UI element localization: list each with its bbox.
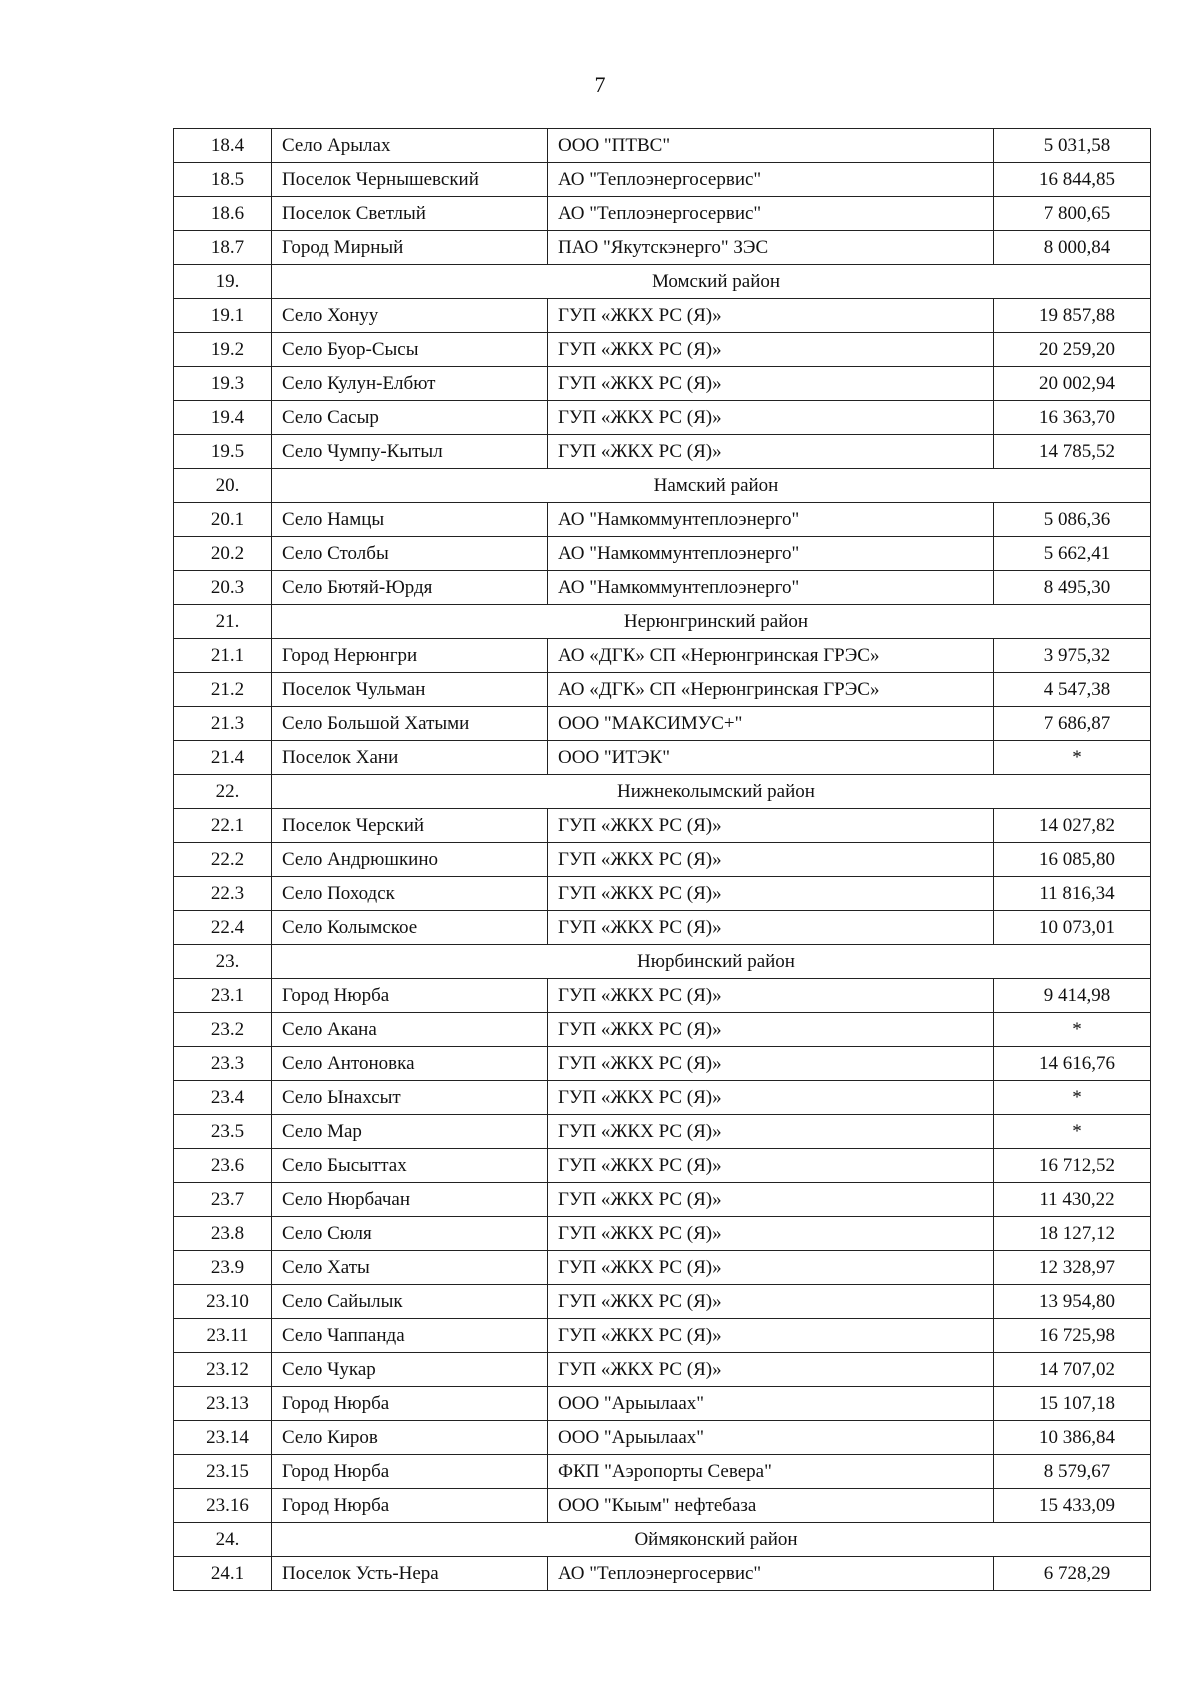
- row-number: 23.10: [174, 1285, 272, 1319]
- organization-name: ООО "ПТВС": [548, 129, 994, 163]
- table-row: [174, 1217, 1151, 1251]
- row-number: 23.5: [174, 1115, 272, 1149]
- organization-name: ГУП «ЖКХ РС (Я)»: [548, 877, 994, 911]
- organization-name: АО "Теплоэнергосервис": [548, 197, 994, 231]
- row-number: 22.2: [174, 843, 272, 877]
- tariff-value: *: [994, 741, 1151, 775]
- settlement-name: Город Нюрба: [272, 979, 548, 1013]
- row-number: 19.: [174, 265, 272, 299]
- table-row: [174, 673, 1151, 707]
- organization-name: ГУП «ЖКХ РС (Я)»: [548, 1353, 994, 1387]
- organization-name: ГУП «ЖКХ РС (Я)»: [548, 809, 994, 843]
- row-number: 23.7: [174, 1183, 272, 1217]
- organization-name: ГУП «ЖКХ РС (Я)»: [548, 1251, 994, 1285]
- row-number: 22.: [174, 775, 272, 809]
- row-number: 18.7: [174, 231, 272, 265]
- settlement-name: Село Ынахсыт: [272, 1081, 548, 1115]
- row-number: 21.4: [174, 741, 272, 775]
- row-number: 21.3: [174, 707, 272, 741]
- table-row: [174, 707, 1151, 741]
- table-row: [174, 1353, 1151, 1387]
- row-number: 23.8: [174, 1217, 272, 1251]
- settlement-name: Поселок Чернышевский: [272, 163, 548, 197]
- table-row: [174, 1285, 1151, 1319]
- settlement-name: Поселок Черский: [272, 809, 548, 843]
- organization-name: АО «ДГК» СП «Нерюнгринская ГРЭС»: [548, 639, 994, 673]
- tariff-value: 6 728,29: [994, 1557, 1151, 1591]
- table-row: [174, 571, 1151, 605]
- settlement-name: Город Нюрба: [272, 1489, 548, 1523]
- table-row: [174, 503, 1151, 537]
- organization-name: ПАО "Якутскэнерго" ЗЭС: [548, 231, 994, 265]
- table-row: [174, 1387, 1151, 1421]
- organization-name: АО "Теплоэнергосервис": [548, 163, 994, 197]
- settlement-name: Село Нюрбачан: [272, 1183, 548, 1217]
- tariff-value: 7 800,65: [994, 197, 1151, 231]
- tariff-value: 14 027,82: [994, 809, 1151, 843]
- organization-name: ООО "ИТЭК": [548, 741, 994, 775]
- organization-name: АО "Намкоммунтеплоэнерго": [548, 537, 994, 571]
- row-number: 23.3: [174, 1047, 272, 1081]
- tariff-value: 7 686,87: [994, 707, 1151, 741]
- tariff-value: 8 579,67: [994, 1455, 1151, 1489]
- row-number: 19.2: [174, 333, 272, 367]
- settlement-name: Поселок Усть-Нера: [272, 1557, 548, 1591]
- tariff-value: 5 086,36: [994, 503, 1151, 537]
- tariff-value: *: [994, 1081, 1151, 1115]
- table-row: [174, 1013, 1151, 1047]
- table-row: [174, 367, 1151, 401]
- settlement-name: Село Чукар: [272, 1353, 548, 1387]
- organization-name: ГУП «ЖКХ РС (Я)»: [548, 367, 994, 401]
- settlement-name: Село Сасыр: [272, 401, 548, 435]
- table-row: [174, 1421, 1151, 1455]
- tariff-value: 10 073,01: [994, 911, 1151, 945]
- settlement-name: Село Антоновка: [272, 1047, 548, 1081]
- row-number: 19.3: [174, 367, 272, 401]
- settlement-name: Село Сюля: [272, 1217, 548, 1251]
- row-number: 20.1: [174, 503, 272, 537]
- settlement-name: Село Андрюшкино: [272, 843, 548, 877]
- row-number: 24.: [174, 1523, 272, 1557]
- tariff-value: 9 414,98: [994, 979, 1151, 1013]
- settlement-name: Село Большой Хатыми: [272, 707, 548, 741]
- tariff-value: 14 707,02: [994, 1353, 1151, 1387]
- tariff-value: *: [994, 1013, 1151, 1047]
- settlement-name: Село Чумпу-Кытыл: [272, 435, 548, 469]
- settlement-name: Село Походск: [272, 877, 548, 911]
- row-number: 22.3: [174, 877, 272, 911]
- organization-name: АО "Намкоммунтеплоэнерго": [548, 571, 994, 605]
- row-number: 18.4: [174, 129, 272, 163]
- organization-name: ООО "Арыылаах": [548, 1421, 994, 1455]
- table-row: [174, 877, 1151, 911]
- district-row: [174, 775, 1151, 809]
- table-row: [174, 639, 1151, 673]
- tariff-value: 16 712,52: [994, 1149, 1151, 1183]
- settlement-name: Село Акана: [272, 1013, 548, 1047]
- settlement-name: Село Намцы: [272, 503, 548, 537]
- tariff-value: 19 857,88: [994, 299, 1151, 333]
- tariff-value: 5 031,58: [994, 129, 1151, 163]
- row-number: 20.: [174, 469, 272, 503]
- organization-name: ГУП «ЖКХ РС (Я)»: [548, 843, 994, 877]
- tariff-table: [173, 128, 1151, 1591]
- organization-name: АО "Намкоммунтеплоэнерго": [548, 503, 994, 537]
- table-row: [174, 1489, 1151, 1523]
- row-number: 24.1: [174, 1557, 272, 1591]
- district-name: Нюрбинский район: [272, 945, 1151, 979]
- settlement-name: Село Сайылык: [272, 1285, 548, 1319]
- table-row: [174, 911, 1151, 945]
- tariff-value: 5 662,41: [994, 537, 1151, 571]
- tariff-value: 10 386,84: [994, 1421, 1151, 1455]
- tariff-value: 14 616,76: [994, 1047, 1151, 1081]
- organization-name: ГУП «ЖКХ РС (Я)»: [548, 1013, 994, 1047]
- row-number: 23.9: [174, 1251, 272, 1285]
- table-row: [174, 809, 1151, 843]
- district-name: Намский район: [272, 469, 1151, 503]
- tariff-value: 15 433,09: [994, 1489, 1151, 1523]
- tariff-value: 8 495,30: [994, 571, 1151, 605]
- organization-name: ФКП "Аэропорты Севера": [548, 1455, 994, 1489]
- table-row: [174, 231, 1151, 265]
- table-row: [174, 1557, 1151, 1591]
- organization-name: ГУП «ЖКХ РС (Я)»: [548, 435, 994, 469]
- row-number: 23.13: [174, 1387, 272, 1421]
- tariff-value: 20 259,20: [994, 333, 1151, 367]
- row-number: 21.1: [174, 639, 272, 673]
- row-number: 23.15: [174, 1455, 272, 1489]
- tariff-value: 18 127,12: [994, 1217, 1151, 1251]
- row-number: 19.5: [174, 435, 272, 469]
- tariff-value: 8 000,84: [994, 231, 1151, 265]
- tariff-value: 3 975,32: [994, 639, 1151, 673]
- row-number: 23.4: [174, 1081, 272, 1115]
- table-row: [174, 299, 1151, 333]
- tariff-value: 13 954,80: [994, 1285, 1151, 1319]
- row-number: 23.1: [174, 979, 272, 1013]
- tariff-value: 16 085,80: [994, 843, 1151, 877]
- table-row: [174, 1149, 1151, 1183]
- district-name: Оймяконский район: [272, 1523, 1151, 1557]
- settlement-name: Село Киров: [272, 1421, 548, 1455]
- organization-name: ООО "МАКСИМУС+": [548, 707, 994, 741]
- table-row: [174, 129, 1151, 163]
- organization-name: ООО "Кыым" нефтебаза: [548, 1489, 994, 1523]
- settlement-name: Село Арылах: [272, 129, 548, 163]
- district-name: Нерюнгринский район: [272, 605, 1151, 639]
- table-row: [174, 401, 1151, 435]
- district-name: Момский район: [272, 265, 1151, 299]
- row-number: 19.4: [174, 401, 272, 435]
- table-row: [174, 979, 1151, 1013]
- organization-name: ГУП «ЖКХ РС (Я)»: [548, 1149, 994, 1183]
- tariff-value: 15 107,18: [994, 1387, 1151, 1421]
- row-number: 18.6: [174, 197, 272, 231]
- table-row: [174, 197, 1151, 231]
- settlement-name: Село Буор-Сысы: [272, 333, 548, 367]
- row-number: 23.11: [174, 1319, 272, 1353]
- row-number: 21.: [174, 605, 272, 639]
- row-number: 22.4: [174, 911, 272, 945]
- row-number: 20.3: [174, 571, 272, 605]
- organization-name: ГУП «ЖКХ РС (Я)»: [548, 1217, 994, 1251]
- settlement-name: Село Колымское: [272, 911, 548, 945]
- table-row: [174, 537, 1151, 571]
- settlement-name: Город Нюрба: [272, 1455, 548, 1489]
- organization-name: ГУП «ЖКХ РС (Я)»: [548, 979, 994, 1013]
- tariff-value: 16 725,98: [994, 1319, 1151, 1353]
- settlement-name: Село Чаппанда: [272, 1319, 548, 1353]
- table-row: [174, 163, 1151, 197]
- organization-name: ГУП «ЖКХ РС (Я)»: [548, 1319, 994, 1353]
- tariff-value: 11 816,34: [994, 877, 1151, 911]
- row-number: 22.1: [174, 809, 272, 843]
- table-row: [174, 741, 1151, 775]
- tariff-value: 11 430,22: [994, 1183, 1151, 1217]
- table-row: [174, 1251, 1151, 1285]
- organization-name: ООО "Арыылаах": [548, 1387, 994, 1421]
- row-number: 23.: [174, 945, 272, 979]
- row-number: 20.2: [174, 537, 272, 571]
- table-row: [174, 843, 1151, 877]
- organization-name: ГУП «ЖКХ РС (Я)»: [548, 1183, 994, 1217]
- tariff-value: 14 785,52: [994, 435, 1151, 469]
- table-row: [174, 1115, 1151, 1149]
- organization-name: ГУП «ЖКХ РС (Я)»: [548, 911, 994, 945]
- organization-name: ГУП «ЖКХ РС (Я)»: [548, 333, 994, 367]
- tariff-value: *: [994, 1115, 1151, 1149]
- row-number: 23.14: [174, 1421, 272, 1455]
- settlement-name: Село Бысыттах: [272, 1149, 548, 1183]
- table-row: [174, 1319, 1151, 1353]
- table-row: [174, 1183, 1151, 1217]
- settlement-name: Город Нюрба: [272, 1387, 548, 1421]
- district-row: [174, 1523, 1151, 1557]
- table-body: [174, 129, 1151, 1591]
- district-name: Нижнеколымский район: [272, 775, 1151, 809]
- settlement-name: Город Нерюнгри: [272, 639, 548, 673]
- district-row: [174, 469, 1151, 503]
- tariff-value: 16 844,85: [994, 163, 1151, 197]
- settlement-name: Поселок Хани: [272, 741, 548, 775]
- table-row: [174, 1047, 1151, 1081]
- district-row: [174, 265, 1151, 299]
- table-row: [174, 1081, 1151, 1115]
- table-row: [174, 333, 1151, 367]
- tariff-value: 12 328,97: [994, 1251, 1151, 1285]
- tariff-value: 16 363,70: [994, 401, 1151, 435]
- settlement-name: Поселок Чульман: [272, 673, 548, 707]
- organization-name: АО «ДГК» СП «Нерюнгринская ГРЭС»: [548, 673, 994, 707]
- settlement-name: Поселок Светлый: [272, 197, 548, 231]
- table-row: [174, 1455, 1151, 1489]
- settlement-name: Город Мирный: [272, 231, 548, 265]
- row-number: 23.6: [174, 1149, 272, 1183]
- district-row: [174, 605, 1151, 639]
- row-number: 23.2: [174, 1013, 272, 1047]
- settlement-name: Село Кулун-Елбют: [272, 367, 548, 401]
- tariff-value: 4 547,38: [994, 673, 1151, 707]
- organization-name: ГУП «ЖКХ РС (Я)»: [548, 1081, 994, 1115]
- organization-name: ГУП «ЖКХ РС (Я)»: [548, 1285, 994, 1319]
- organization-name: ГУП «ЖКХ РС (Я)»: [548, 401, 994, 435]
- tariff-value: 20 002,94: [994, 367, 1151, 401]
- row-number: 23.12: [174, 1353, 272, 1387]
- organization-name: ГУП «ЖКХ РС (Я)»: [548, 299, 994, 333]
- district-row: [174, 945, 1151, 979]
- row-number: 23.16: [174, 1489, 272, 1523]
- settlement-name: Село Хонуу: [272, 299, 548, 333]
- row-number: 21.2: [174, 673, 272, 707]
- settlement-name: Село Столбы: [272, 537, 548, 571]
- organization-name: АО "Теплоэнергосервис": [548, 1557, 994, 1591]
- settlement-name: Село Мар: [272, 1115, 548, 1149]
- row-number: 18.5: [174, 163, 272, 197]
- settlement-name: Село Бютяй-Юрдя: [272, 571, 548, 605]
- page-number: 7: [594, 72, 606, 97]
- row-number: 19.1: [174, 299, 272, 333]
- settlement-name: Село Хаты: [272, 1251, 548, 1285]
- table-row: [174, 435, 1151, 469]
- organization-name: ГУП «ЖКХ РС (Я)»: [548, 1115, 994, 1149]
- organization-name: ГУП «ЖКХ РС (Я)»: [548, 1047, 994, 1081]
